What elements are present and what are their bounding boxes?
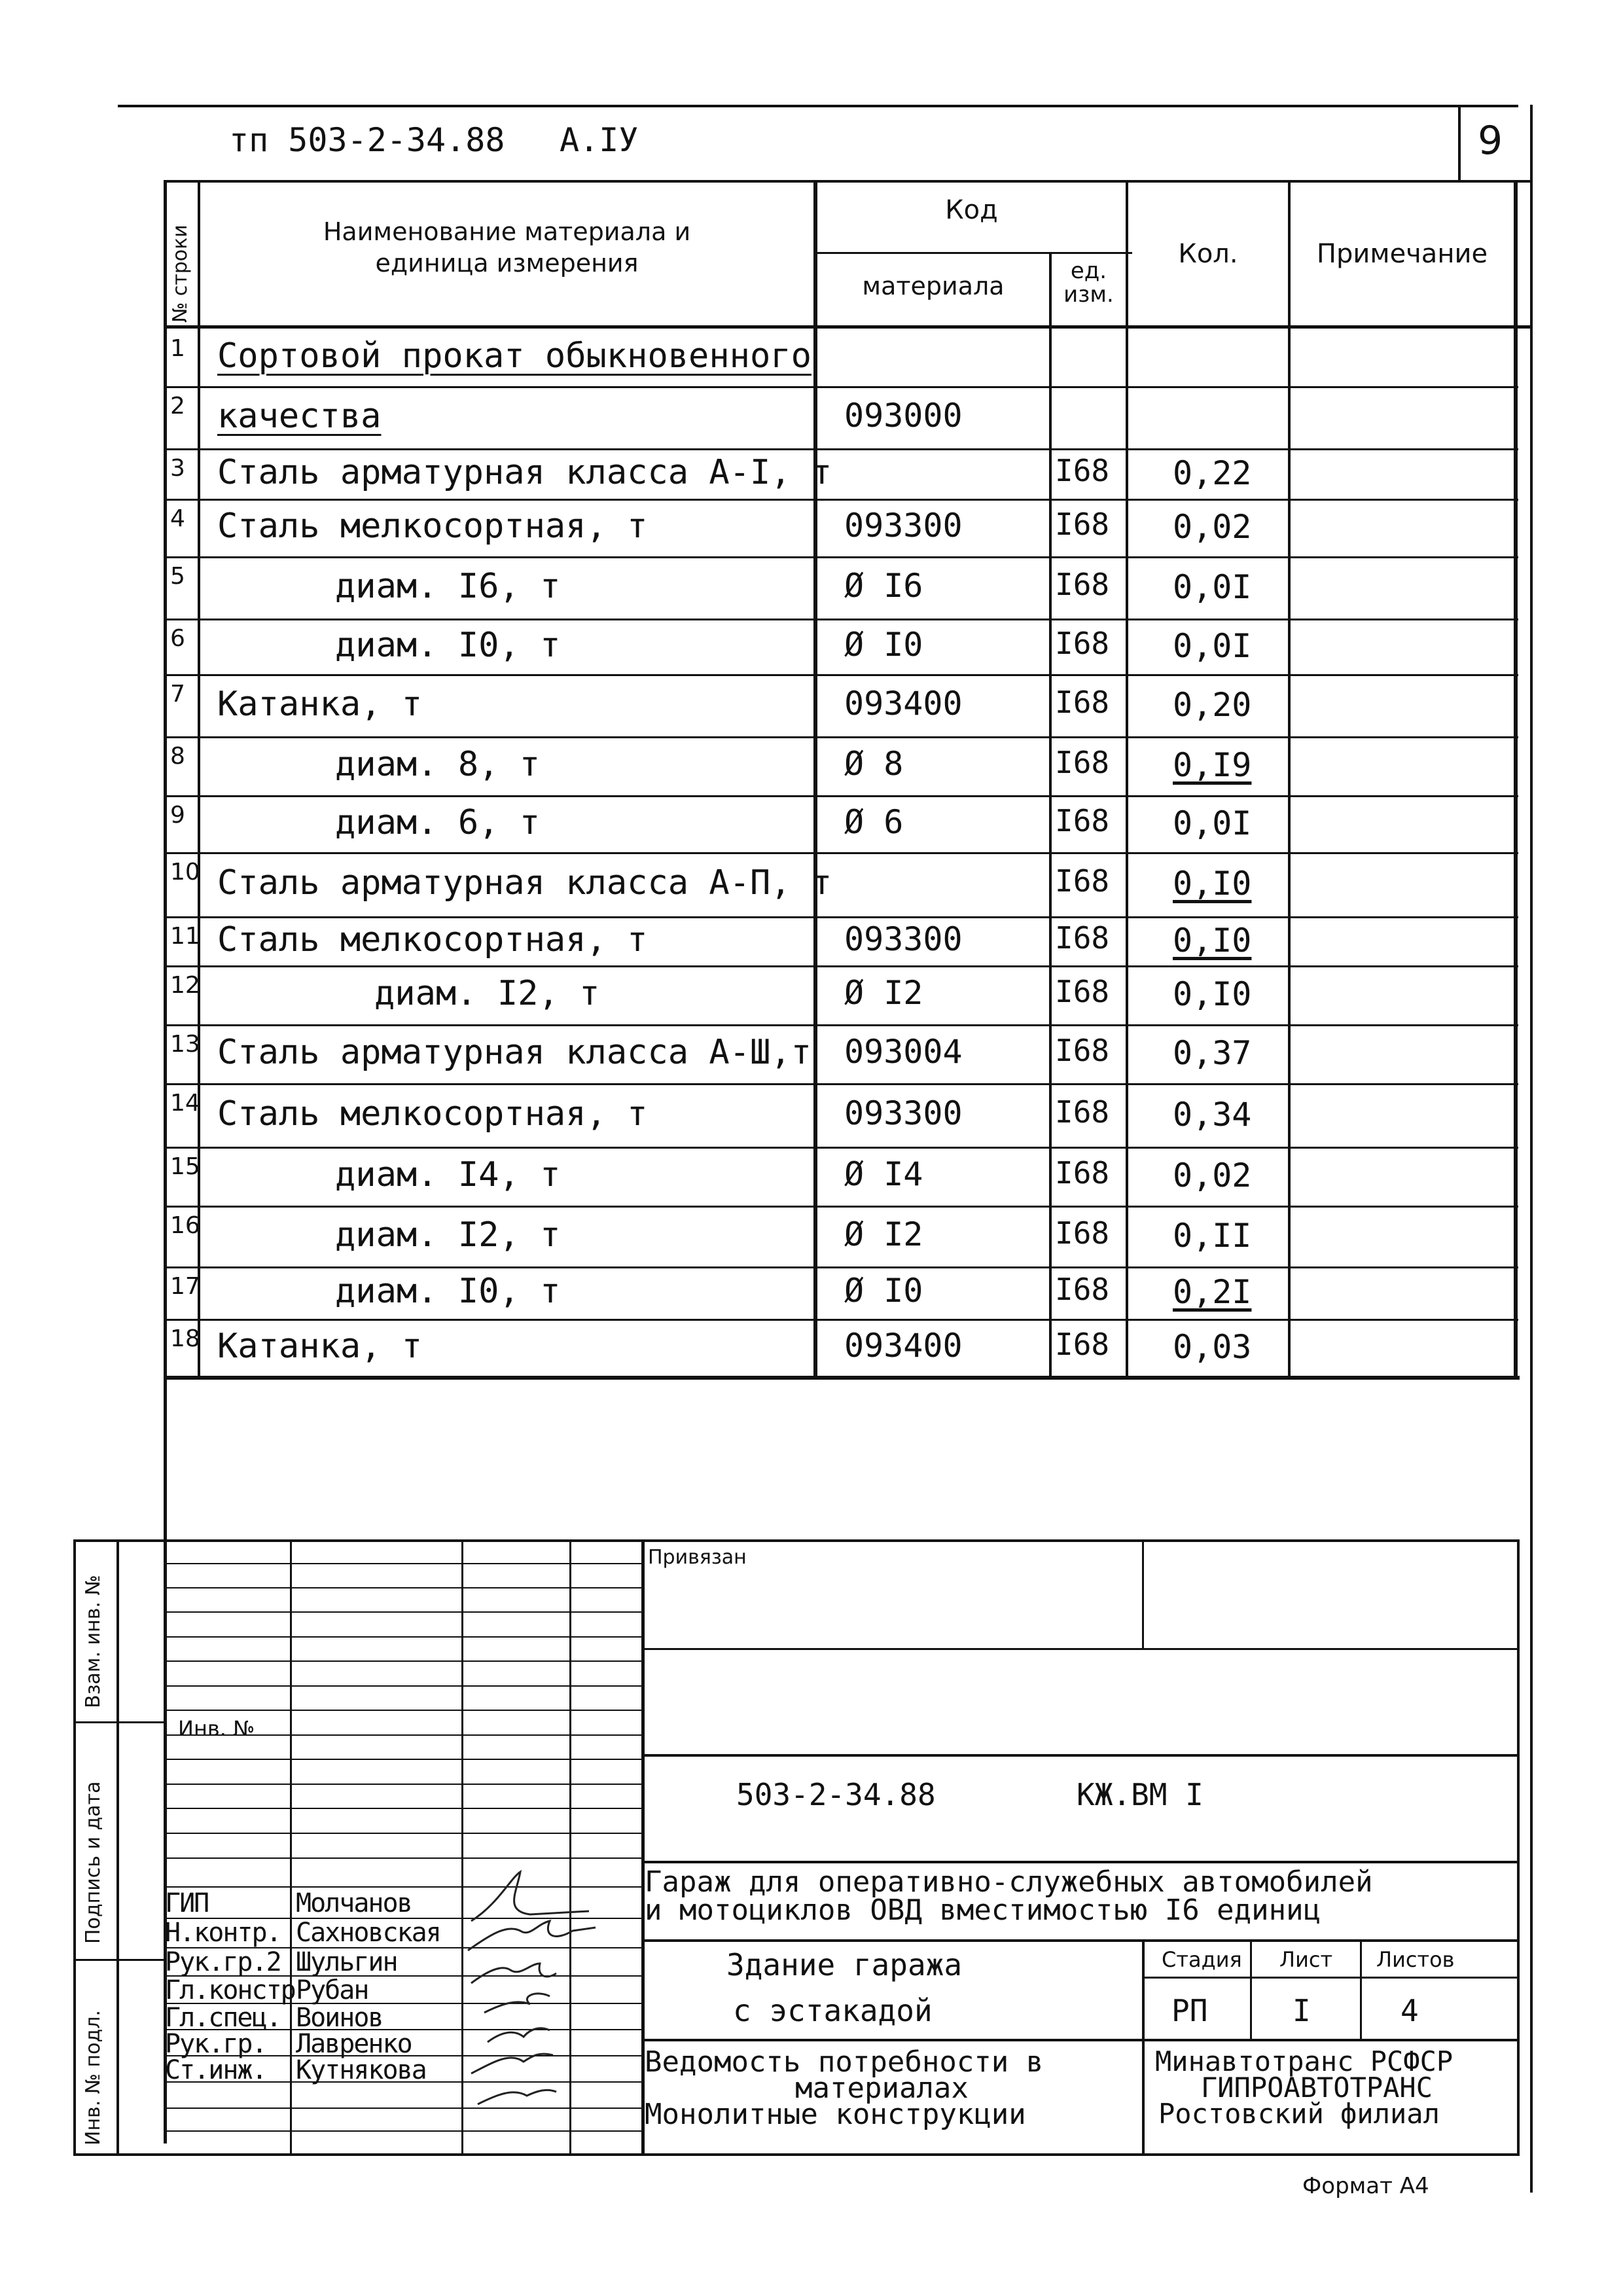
row-number: 2: [170, 393, 185, 420]
material-name: Сталь арматурная класса А-П, т: [217, 863, 832, 903]
row-number: 15: [170, 1153, 200, 1180]
quantity: 0,I9: [1173, 746, 1252, 784]
signer-role: Н.контр.: [165, 1918, 281, 1948]
project-title-line-2: и мотоциклов ОВД вместимостью I6 единиц: [645, 1893, 1321, 1927]
material-name: диам. I0, т: [335, 1272, 561, 1311]
row-number: 1: [170, 335, 185, 362]
label-sheet: Лист: [1279, 1947, 1333, 1972]
album-header: А.IУ: [560, 121, 639, 159]
label-replaces-inv-no: Взам. инв. №: [82, 1575, 105, 1708]
unit-code: I68: [1055, 1094, 1110, 1130]
quantity: 0,03: [1173, 1327, 1252, 1366]
signer-role: Гл.спец.: [165, 2003, 281, 2033]
quantity: 0,2I: [1173, 1273, 1252, 1311]
material-code: Ø 6: [844, 802, 904, 841]
material-code: Ø I6: [844, 566, 923, 605]
signer-role: Ст.инж.: [165, 2055, 266, 2085]
organization-line-3: Ростовский филиал: [1158, 2098, 1440, 2130]
signer-name: Сахновская: [296, 1918, 440, 1948]
label-privyazan: Привязан: [648, 1546, 747, 1569]
row-number: 17: [170, 1273, 200, 1300]
building-line-1: Здание гаража: [726, 1947, 963, 1982]
unit-code: I68: [1055, 684, 1110, 720]
organization-line-2: ГИПРОАВТОТРАНС: [1201, 2072, 1433, 2104]
label-stage: Стадия: [1162, 1947, 1242, 1972]
material-name: Сталь арматурная класса А-Ш,т: [217, 1033, 812, 1072]
label-original-inv-no: Инв. № подл.: [82, 2010, 105, 2145]
header-note: Примечание: [1316, 239, 1488, 269]
material-code: 093400: [844, 1326, 963, 1365]
quantity: 0,20: [1173, 685, 1252, 724]
material-name: диам. 8, т: [335, 745, 541, 784]
frame-left-line: [164, 180, 167, 2144]
signer-role: Рук.гр.: [165, 2029, 266, 2059]
material-code: 093300: [844, 920, 963, 958]
frame-top-line: [118, 105, 1518, 107]
unit-code: I68: [1055, 863, 1110, 899]
quantity: 0,I0: [1173, 865, 1252, 903]
row-number: 18: [170, 1325, 200, 1352]
signer-role: Гл.констр: [165, 1975, 295, 2005]
material-code: Ø I0: [844, 625, 923, 664]
sheets-value: 4: [1400, 1993, 1419, 2028]
unit-code: I68: [1055, 920, 1110, 956]
document-title-line-2: материалах: [795, 2072, 969, 2105]
signer-role: Рук.гр.2: [165, 1947, 281, 1977]
material-name: диам. I2, т: [374, 974, 600, 1013]
quantity: 0,22: [1173, 454, 1252, 492]
label-inv-no: Инв. №: [178, 1716, 255, 1741]
unit-code: I68: [1055, 625, 1110, 661]
unit-code: I68: [1055, 566, 1110, 602]
material-name: Сталь мелкосортная, т: [217, 920, 648, 960]
stage-value: РП: [1171, 1993, 1208, 2028]
header-code-group: Код: [945, 195, 998, 225]
row-number: 13: [170, 1031, 200, 1058]
label-signature-date: Подпись и дата: [82, 1781, 105, 1944]
organization-line-1: Минавтотранс РСФСР: [1155, 2045, 1454, 2077]
unit-code: I68: [1055, 802, 1110, 838]
row-number: 16: [170, 1212, 200, 1239]
material-code: 093300: [844, 507, 963, 545]
material-name: Катанка, т: [217, 1326, 423, 1366]
material-code: 093004: [844, 1033, 963, 1071]
signer-name: Лавренко: [296, 2029, 412, 2059]
quantity: 0,34: [1173, 1095, 1252, 1134]
unit-code: I68: [1055, 1155, 1110, 1191]
row-number: 3: [170, 455, 185, 482]
document-title-line-1: Ведомость потребности в: [645, 2045, 1044, 2079]
row-number: 10: [170, 859, 200, 886]
unit-code: I68: [1055, 1215, 1110, 1251]
unit-code: I68: [1055, 745, 1110, 780]
document-mark: КЖ.ВМ I: [1077, 1777, 1204, 1812]
row-number: 14: [170, 1090, 200, 1117]
document-code-header: тп 503-2-34.88: [229, 121, 505, 159]
material-code: 093000: [844, 396, 963, 435]
material-code: Ø 8: [844, 745, 904, 783]
material-code: 093400: [844, 684, 963, 723]
row-number: 6: [170, 625, 185, 652]
unit-code: I68: [1055, 974, 1110, 1009]
row-number: 4: [170, 505, 185, 532]
row-number: 5: [170, 563, 185, 590]
row-number: 9: [170, 802, 185, 829]
material-name: Сталь мелкосортная, т: [217, 1094, 648, 1134]
material-code: Ø I0: [844, 1272, 923, 1310]
material-name: диам. I0, т: [335, 625, 561, 665]
document-title-line-3: Монолитные конструкции: [645, 2098, 1026, 2131]
signer-role: ГИП: [165, 1888, 209, 1918]
quantity: 0,0I: [1173, 567, 1252, 606]
row-number: 11: [170, 923, 200, 950]
label-sheets: Листов: [1376, 1947, 1455, 1972]
unit-code: I68: [1055, 1033, 1110, 1068]
material-name: диам. I6, т: [335, 566, 561, 606]
project-title-line-1: Гараж для оперативно-служебных автомобилей: [645, 1865, 1373, 1899]
signer-name: Кутнякова: [296, 2055, 426, 2085]
unit-code: I68: [1055, 452, 1110, 488]
row-number: 8: [170, 743, 185, 770]
quantity: 0,02: [1173, 508, 1252, 546]
row-number: 7: [170, 681, 185, 708]
page-number-box-left: [1458, 105, 1461, 180]
frame-right-line: [1530, 105, 1533, 2193]
sheet-value: I: [1293, 1993, 1311, 2028]
material-code: Ø I2: [844, 1215, 923, 1253]
signer-name: Молчанов: [296, 1888, 412, 1918]
signer-name: Воинов: [296, 2003, 383, 2033]
signature-scribbles: [458, 1865, 648, 2153]
quantity: 0,02: [1173, 1157, 1252, 1194]
material-name: Сталь арматурная класса А-I, т: [217, 452, 832, 492]
material-name: качества: [217, 396, 382, 436]
header-unit: ед. изм.: [1063, 258, 1114, 308]
material-code: 093300: [844, 1094, 963, 1132]
unit-code: I68: [1055, 1272, 1110, 1307]
building-line-2: с эстакадой: [733, 1993, 933, 2028]
material-name: Сталь мелкосортная, т: [217, 507, 648, 546]
quantity: 0,0I: [1173, 626, 1252, 665]
quantity: 0,I0: [1173, 921, 1252, 960]
material-name: диам. 6, т: [335, 802, 541, 842]
quantity: 0,0I: [1173, 804, 1252, 842]
material-name: Сортовой прокат обыкновенного: [217, 336, 812, 376]
document-code: 503-2-34.88: [736, 1777, 936, 1812]
quantity: 0,37: [1173, 1034, 1252, 1072]
unit-code: I68: [1055, 507, 1110, 542]
format-label: Формат А4: [1302, 2173, 1429, 2199]
row-number: 12: [170, 972, 200, 999]
page-number: 9: [1478, 118, 1503, 164]
material-code: Ø I4: [844, 1155, 923, 1193]
signer-name: Шульгин: [296, 1947, 397, 1977]
header-quantity: Кол.: [1178, 239, 1238, 269]
material-name: диам. I4, т: [335, 1155, 561, 1194]
quantity: 0,I0: [1173, 975, 1252, 1013]
quantity: 0,II: [1173, 1216, 1252, 1255]
material-name: Катанка, т: [217, 684, 423, 724]
signer-name: Рубан: [296, 1975, 368, 2005]
header-row-number: № строки: [169, 224, 192, 323]
unit-code: I68: [1055, 1326, 1110, 1362]
material-code: Ø I2: [844, 974, 923, 1012]
header-material-code: материала: [862, 272, 1005, 300]
material-name: диам. I2, т: [335, 1215, 561, 1255]
header-material-name: Наименование материала и единица измерения: [323, 217, 691, 278]
